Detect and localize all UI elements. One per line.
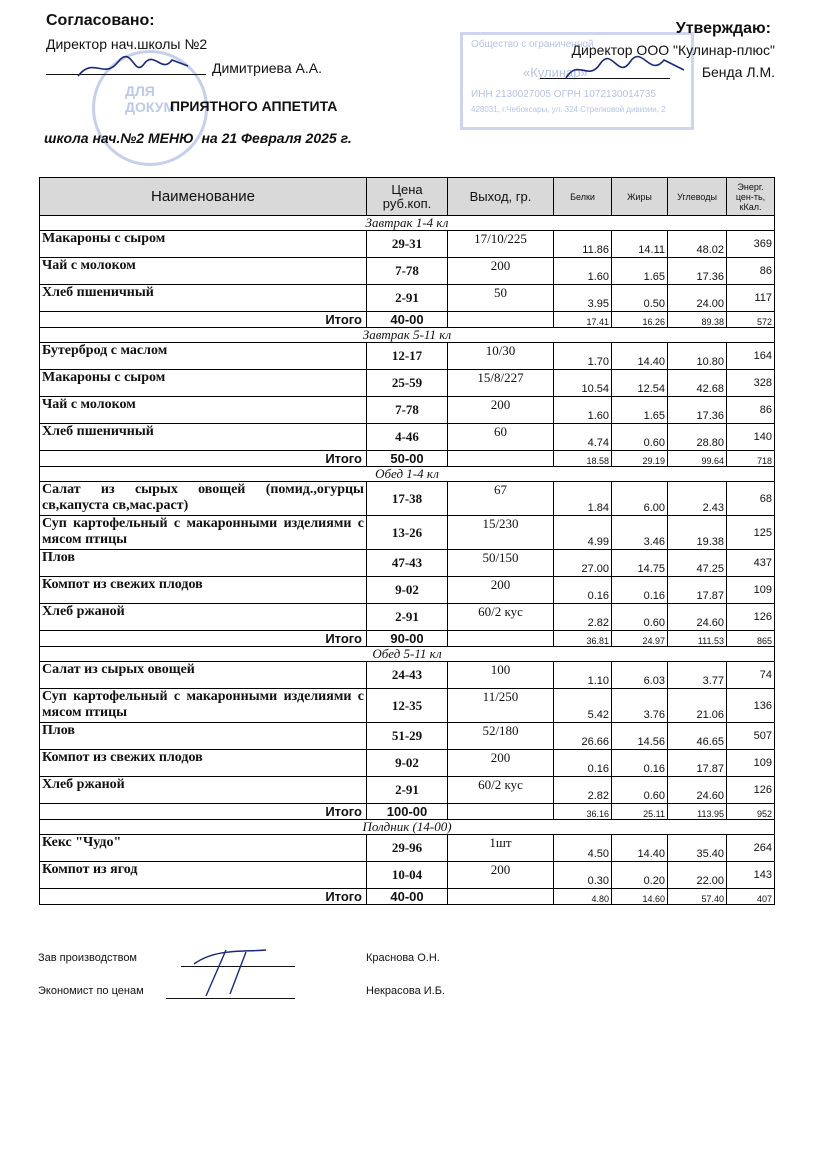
table-row [40,343,775,370]
table-row [40,723,775,750]
dish-energy: 68 [727,482,775,516]
table-row [40,550,775,577]
header-price: Цена руб.коп. [367,178,448,216]
dish-name: Хлеб ржаной [40,777,367,804]
total-energy: 865 [727,631,775,647]
total-output [448,451,554,467]
total-price: 90-00 [367,631,448,647]
table-row [40,258,775,285]
dish-output: 67 [448,482,554,516]
dish-energy: 109 [727,750,775,777]
total-protein: 17.41 [554,312,612,328]
total-protein: 36.81 [554,631,612,647]
dish-fat: 3.76 [612,689,668,723]
dish-name: Кекс "Чудо" [40,835,367,862]
dish-fat: 6.03 [612,662,668,689]
total-label: Итого [40,312,367,328]
dish-output: 60/2 кус [448,777,554,804]
dish-protein: 5.42 [554,689,612,723]
dish-fat: 14.11 [612,231,668,258]
dish-protein: 1.60 [554,397,612,424]
dish-output: 52/180 [448,723,554,750]
dish-output: 60 [448,424,554,451]
total-carbs: 89.38 [668,312,727,328]
confirm-title: Утверждаю: [675,20,771,37]
dish-fat: 14.40 [612,835,668,862]
dish-fat: 0.60 [612,777,668,804]
dish-fat: 1.65 [612,397,668,424]
section-row [40,467,775,482]
total-output [448,312,554,328]
table-row [40,285,775,312]
dish-output: 200 [448,577,554,604]
total-fat: 14.60 [612,889,668,905]
dish-price: 24-43 [367,662,448,689]
dish-output: 15/230 [448,516,554,550]
approved-position: Директор нач.школы №2 [46,36,208,52]
total-output [448,631,554,647]
dish-protein: 1.84 [554,482,612,516]
menu-table [39,177,775,905]
total-carbs: 99.64 [668,451,727,467]
dish-carbs: 46.65 [668,723,727,750]
dish-price: 7-78 [367,397,448,424]
dish-fat: 0.60 [612,604,668,631]
section-title: Обед 1-4 кл [40,467,775,482]
dish-fat: 0.50 [612,285,668,312]
dish-output: 11/250 [448,689,554,723]
table-row [40,862,775,889]
dish-protein: 10.54 [554,370,612,397]
section-title: Обед 5-11 кл [40,647,775,662]
dish-energy: 109 [727,577,775,604]
dish-price: 47-43 [367,550,448,577]
dish-energy: 125 [727,516,775,550]
production-signature [186,944,276,1000]
dish-output: 10/30 [448,343,554,370]
header-carbs: Углеводы [668,178,727,216]
dish-energy: 136 [727,689,775,723]
dish-name: Хлеб ржаной [40,604,367,631]
dish-carbs: 21.06 [668,689,727,723]
dish-energy: 126 [727,777,775,804]
total-label: Итого [40,451,367,467]
dish-price: 12-17 [367,343,448,370]
dish-price: 51-29 [367,723,448,750]
dish-protein: 0.16 [554,750,612,777]
dish-energy: 437 [727,550,775,577]
section-row [40,647,775,662]
dish-energy: 74 [727,662,775,689]
company-stamp-line-1: Общество с ограниченной [471,39,594,50]
approved-name: Димитриева А.А. [212,60,322,76]
dish-carbs: 22.00 [668,862,727,889]
dish-protein: 3.95 [554,285,612,312]
dish-energy: 126 [727,604,775,631]
menu-date-line: школа нач.№2 МЕНЮ на 21 Февраля 2025 г. [44,130,352,146]
dish-carbs: 48.02 [668,231,727,258]
dish-name: Чай с молоком [40,397,367,424]
dish-energy: 264 [727,835,775,862]
confirm-name: Бенда Л.М. [701,64,775,80]
confirm-signature [560,52,690,86]
dish-carbs: 24.60 [668,604,727,631]
total-energy: 718 [727,451,775,467]
dish-carbs: 2.43 [668,482,727,516]
dish-protein: 4.99 [554,516,612,550]
dish-carbs: 19.38 [668,516,727,550]
total-row [40,631,775,647]
dish-name: Суп картофельный с макаронными изделиями с мясом птицы [40,516,367,550]
header-name: Наименование [40,178,367,216]
economist-name: Некрасова И.Б. [366,985,445,997]
total-energy: 952 [727,804,775,820]
total-fat: 25.11 [612,804,668,820]
dish-energy: 117 [727,285,775,312]
dish-fat: 6.00 [612,482,668,516]
table-row [40,689,775,723]
total-carbs: 113.95 [668,804,727,820]
dish-protein: 11.86 [554,231,612,258]
dish-carbs: 17.36 [668,397,727,424]
dish-fat: 14.40 [612,343,668,370]
economist-signature-line [166,998,295,999]
table-row [40,397,775,424]
header-fat: Жиры [612,178,668,216]
table-row [40,777,775,804]
dish-price: 2-91 [367,285,448,312]
total-protein: 4.80 [554,889,612,905]
section-row [40,328,775,343]
section-title: Завтрак 1-4 кл [40,216,775,231]
total-label: Итого [40,804,367,820]
total-price: 40-00 [367,312,448,328]
confirm-position: Директор ООО "Кулинар-плюс" [571,42,775,58]
header-protein: Белки [554,178,612,216]
dish-name: Компот из ягод [40,862,367,889]
dish-fat: 14.56 [612,723,668,750]
dish-energy: 86 [727,258,775,285]
dish-protein: 2.82 [554,604,612,631]
organization-name: ПРИЯТНОГО АППЕТИТА [170,98,338,114]
table-row [40,662,775,689]
dish-protein: 1.70 [554,343,612,370]
dish-carbs: 42.68 [668,370,727,397]
dish-price: 4-46 [367,424,448,451]
dish-output: 17/10/225 [448,231,554,258]
dish-output: 15/8/227 [448,370,554,397]
dish-name: Салат из сырых овощей [40,662,367,689]
dish-carbs: 17.87 [668,750,727,777]
table-header-row [40,178,775,216]
dish-price: 29-96 [367,835,448,862]
total-price: 50-00 [367,451,448,467]
dish-carbs: 35.40 [668,835,727,862]
dish-name: Бутерброд с маслом [40,343,367,370]
dish-carbs: 3.77 [668,662,727,689]
total-output [448,804,554,820]
total-row [40,312,775,328]
dish-name: Макароны с сыром [40,231,367,258]
dish-output: 200 [448,397,554,424]
dish-output: 100 [448,662,554,689]
dish-output: 1шт [448,835,554,862]
dish-price: 12-35 [367,689,448,723]
dish-name: Плов [40,550,367,577]
header-output: Выход, гр. [448,178,554,216]
header-energy: Энерг. цен-ть, кКал. [727,178,775,216]
total-row [40,804,775,820]
dish-name: Макароны с сыром [40,370,367,397]
company-stamp-line-4: 428031, г.Чебоксары, ул. 324 Стрелковой дивизии, 2 [471,105,666,114]
dish-fat: 0.20 [612,862,668,889]
dish-price: 9-02 [367,750,448,777]
dish-energy: 86 [727,397,775,424]
dish-name: Хлеб пшеничный [40,285,367,312]
dish-price: 9-02 [367,577,448,604]
dish-name: Компот из свежих плодов [40,750,367,777]
dish-output: 50 [448,285,554,312]
dish-output: 50/150 [448,550,554,577]
dish-output: 60/2 кус [448,604,554,631]
dish-name: Хлеб пшеничный [40,424,367,451]
dish-name: Компот из свежих плодов [40,577,367,604]
dish-energy: 143 [727,862,775,889]
dish-protein: 2.82 [554,777,612,804]
approved-title: Согласовано: [46,12,155,29]
dish-carbs: 24.60 [668,777,727,804]
menu-table-body [40,216,775,905]
total-fat: 16.26 [612,312,668,328]
section-row [40,216,775,231]
total-label: Итого [40,889,367,905]
company-stamp-line-3: ИНН 2130027005 ОГРН 1072130014735 [471,89,656,100]
dish-protein: 1.10 [554,662,612,689]
dish-fat: 0.16 [612,577,668,604]
dish-fat: 12.54 [612,370,668,397]
dish-name: Плов [40,723,367,750]
dish-protein: 0.16 [554,577,612,604]
table-row [40,231,775,258]
dish-carbs: 17.36 [668,258,727,285]
dish-energy: 328 [727,370,775,397]
dish-carbs: 17.87 [668,577,727,604]
dish-protein: 4.50 [554,835,612,862]
dish-price: 29-31 [367,231,448,258]
table-row [40,370,775,397]
table-row [40,604,775,631]
dish-carbs: 28.80 [668,424,727,451]
dish-protein: 1.60 [554,258,612,285]
dish-protein: 26.66 [554,723,612,750]
dish-price: 2-91 [367,604,448,631]
total-row [40,889,775,905]
dish-price: 25-59 [367,370,448,397]
section-title: Завтрак 5-11 кл [40,328,775,343]
dish-name: Суп картофельный с макаронными изделиями с мясом птицы [40,689,367,723]
dish-energy: 164 [727,343,775,370]
total-fat: 24.97 [612,631,668,647]
dish-price: 13-26 [367,516,448,550]
dish-name: Чай с молоком [40,258,367,285]
total-output [448,889,554,905]
economist-label: Экономист по ценам [38,985,144,997]
approved-signature [74,52,194,82]
dish-output: 200 [448,750,554,777]
section-title: Полдник (14-00) [40,820,775,835]
dish-output: 200 [448,862,554,889]
dish-fat: 0.16 [612,750,668,777]
dish-protein: 27.00 [554,550,612,577]
total-label: Итого [40,631,367,647]
dish-name: Салат из сырых овощей (помид.,огурцы св,капуста св,мас.раст) [40,482,367,516]
production-name: Краснова О.Н. [366,952,440,964]
dish-carbs: 47.25 [668,550,727,577]
total-carbs: 57.40 [668,889,727,905]
dish-fat: 0.60 [612,424,668,451]
total-energy: 572 [727,312,775,328]
dish-protein: 4.74 [554,424,612,451]
dish-price: 10-04 [367,862,448,889]
total-protein: 18.58 [554,451,612,467]
dish-output: 200 [448,258,554,285]
dish-price: 17-38 [367,482,448,516]
dish-fat: 14.75 [612,550,668,577]
table-row [40,516,775,550]
dish-carbs: 24.00 [668,285,727,312]
company-stamp-line-2: «Кулинар» [523,65,588,80]
table-row [40,835,775,862]
total-protein: 36.16 [554,804,612,820]
total-energy: 407 [727,889,775,905]
table-row [40,424,775,451]
dish-protein: 0.30 [554,862,612,889]
dish-price: 2-91 [367,777,448,804]
table-row [40,482,775,516]
total-price: 40-00 [367,889,448,905]
table-row [40,750,775,777]
total-fat: 29.19 [612,451,668,467]
production-label: Зав производством [38,952,137,964]
total-price: 100-00 [367,804,448,820]
total-carbs: 111.53 [668,631,727,647]
section-row [40,820,775,835]
dish-fat: 3.46 [612,516,668,550]
table-row [40,577,775,604]
dish-energy: 140 [727,424,775,451]
dish-fat: 1.65 [612,258,668,285]
dish-carbs: 10.80 [668,343,727,370]
total-row [40,451,775,467]
dish-energy: 507 [727,723,775,750]
dish-energy: 369 [727,231,775,258]
round-stamp-text: ДЛЯ ДОКУМ [125,83,176,115]
dish-price: 7-78 [367,258,448,285]
